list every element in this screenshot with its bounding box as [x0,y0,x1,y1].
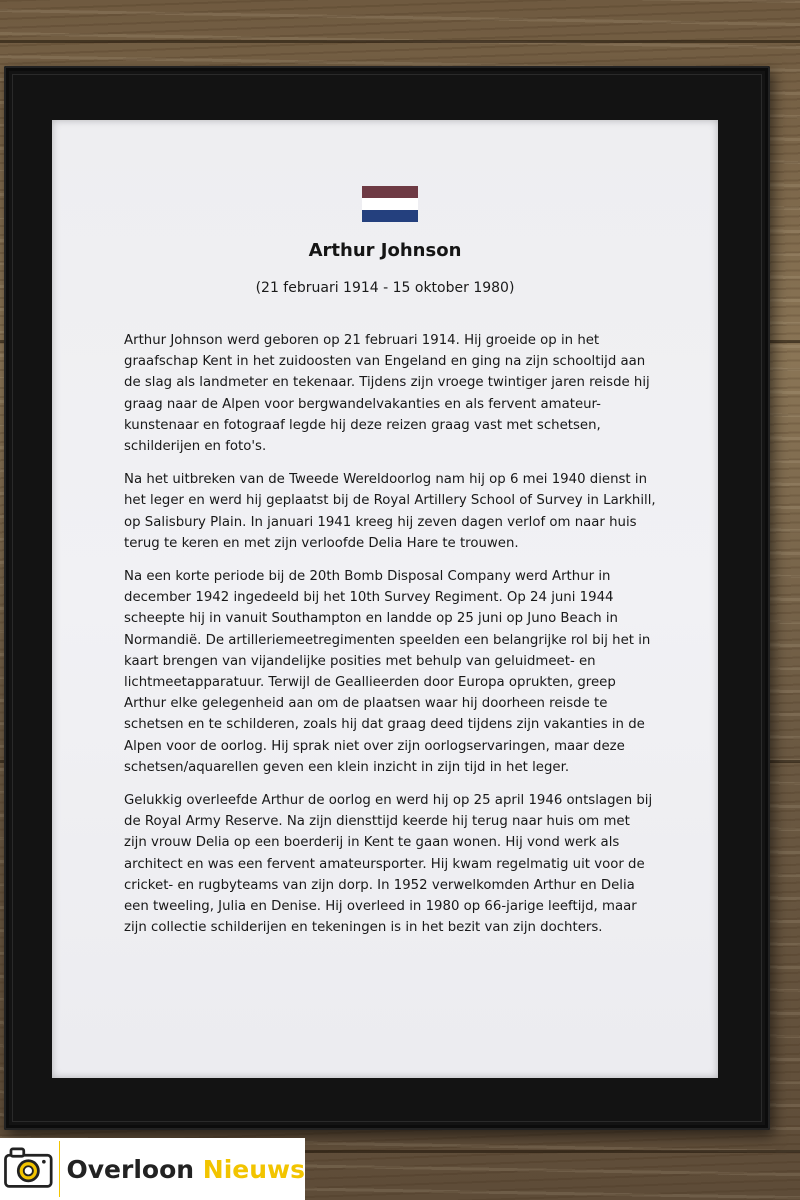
logo-word-nieuws: Nieuws [202,1154,305,1184]
logo-wordmark [66,1155,305,1184]
logo-separator [59,1141,61,1197]
camera-icon [0,1138,57,1200]
paragraph-birth: Arthur Johnson werd geboren op 21 februari 1914. Hij groeide op in het graafschap Kent in het zuidoosten van Engeland en ging na zijn schooltijd aan de slag als landmeter en tekenaar. Tijdens zijn vroege twintiger jaren reisde hij graag naar de Alpen voor bergwandelvakanties en als fervent amateur-kunstenaar en fotograaf legde hij deze reizen graag vast met schetsen, schilderijen en foto's. [124,333,650,455]
plaque-title: Arthur Johnson [308,240,462,261]
plaque-body [124,330,656,950]
logo-word-overloon: Overloon [66,1154,195,1184]
plaque-paper [52,120,718,1078]
dutch-flag-icon [362,186,418,222]
watermark-logo [0,1138,305,1200]
wood-plank-seam [0,40,800,43]
paragraph-after-war: Gelukkig overleefde Arthur de oorlog en werd hij op 25 april 1946 ontslagen bij de Royal Army Reserve. Na zijn diensttijd keerde hij terug naar huis om met zijn vrouw Delia op een boerderij in Kent te gaan wonen. Hij vond werk als architect en was een fervent amateursporter. Hij kwam regelmatig uit voor de cricket- en rugbyteams van zijn dorp. In 1952 verwelkomden Arthur en Delia een tweeling, Julia en Denise. Hij overleed in 1980 op 66-jarige leeftijd, maar zijn collectie schilderijen en tekeningen is in het bezit van zijn dochters. [124,793,653,936]
paragraph-enlistment: Na het uitbreken van de Tweede Wereldoorlog nam hij op 6 mei 1940 dienst in het leger en werd hij geplaatst bij de Royal Artillery School of Survey in Larkhill, op Salisbury Plain. In januari 1941 kreeg hij zeven dagen verlof om naar huis terug te keren en met zijn verloofde Delia Hare te trouwen. [124,472,656,551]
paragraph-war-service: Na een korte periode bij de 20th Bomb Disposal Company werd Arthur in december 1942 ingedeeld bij het 10th Survey Regiment. Op 24 juni 1944 scheepte hij in vanuit Southampton en landde op 25 juni op Juno Beach in Normandië. De artilleriemeetregimenten speelden een belangrijke rol bij het in kaart brengen van vijandelijke posities met behulp van geluidmeet- en lichtmeetapparatuur. Terwijl de Geallieerden door Europa oprukten, greep Arthur elke gelegenheid aan om de plaatsen waar hij doorheen reisde te schetsen en te schilderen, zoals hij dat graag deed tijdens zijn vakanties in de Alpen voor de oorlog. Hij sprak niet over zijn oorlogservaringen, maar deze schetsen/aquarellen geven een klein inzicht in zijn tijd in het leger. [124,569,651,775]
plaque-dates: (21 februari 1914 - 15 oktober 1980) [255,280,515,296]
